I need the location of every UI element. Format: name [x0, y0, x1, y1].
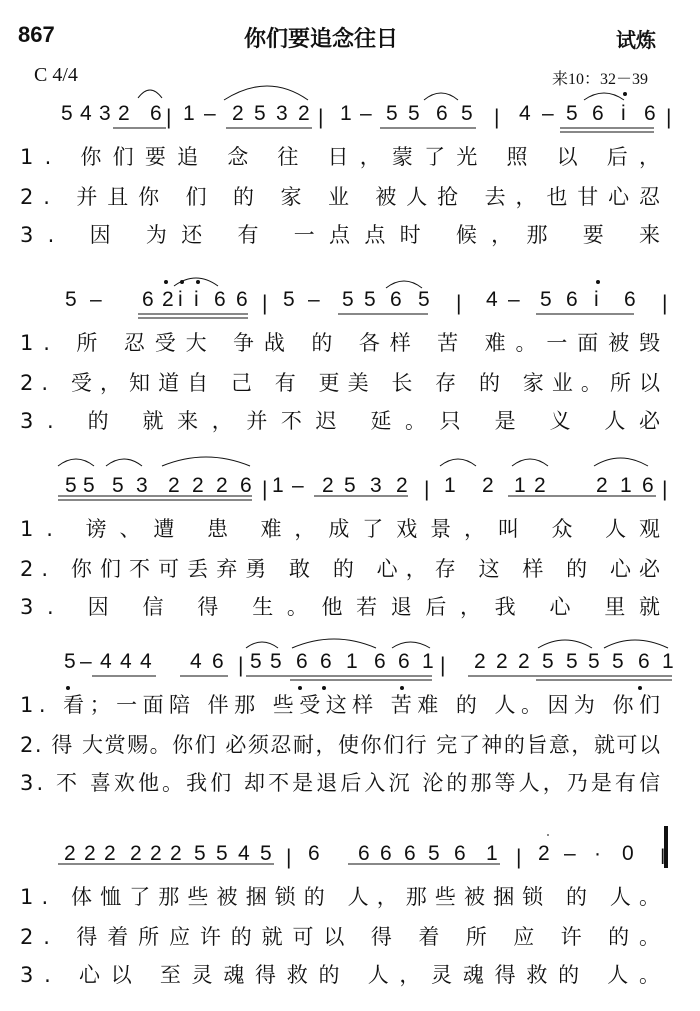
score-note: 6 — [380, 842, 392, 865]
score-note: 5 — [364, 288, 376, 311]
score-note: i — [194, 288, 199, 311]
bar-line: | — [318, 106, 324, 129]
score-note: 6 — [592, 102, 604, 125]
score-note: – — [204, 102, 216, 125]
score-note: 1 — [346, 650, 358, 673]
score-note: 2 — [170, 842, 182, 865]
score-note: 5 — [270, 650, 282, 673]
bar-line: | — [662, 478, 668, 501]
score-note: 4 — [80, 102, 92, 125]
score-note: 5 — [344, 474, 356, 497]
score-note: – — [564, 842, 576, 865]
lyric-line: 3. 不 喜欢他。我们 却不是退后入沉 沦的那等人，乃是有信 — [20, 771, 660, 795]
score-note: 6 — [398, 650, 410, 673]
bar-line: | — [286, 846, 292, 869]
score-note: 5 — [65, 474, 77, 497]
score-note: 2 — [596, 474, 608, 497]
score-note: 3 — [136, 474, 148, 497]
score-note: 6 — [404, 842, 416, 865]
score-note: 1 — [514, 474, 526, 497]
score-note: 5 — [342, 288, 354, 311]
lyric-line: 1. 体恤了那些被捆锁的 人，那些被捆锁 的 人。 — [20, 885, 660, 909]
lyric-line: 2. 受，知道自 己 有 更美 长 存 的 家业。所以 — [20, 371, 660, 395]
score-note: 5 — [542, 650, 554, 673]
score-note: 6 — [212, 650, 224, 673]
score-note: – — [90, 288, 102, 311]
score-note: 6 — [374, 650, 386, 673]
score-note: 4 — [486, 288, 498, 311]
lyric-line: 1. 谤、遭 患 难，成了戏景，叫 众 人观 — [20, 517, 660, 541]
score-note: 0 — [622, 842, 634, 865]
score-note: 5 — [283, 288, 295, 311]
score-note: 5 — [112, 474, 124, 497]
bar-line: | — [262, 478, 268, 501]
score-note: 2 — [84, 842, 96, 865]
bar-line: | — [262, 292, 268, 315]
bar-line: | — [440, 654, 446, 677]
scripture-reference: 来10：32－39 — [552, 71, 649, 88]
hymn-number: 867 — [18, 22, 55, 47]
score-note: 6 — [390, 288, 402, 311]
score-note: 6 — [308, 842, 320, 865]
score-note: – — [508, 288, 520, 311]
score-note: 6 — [638, 650, 650, 673]
lyric-line: 2. 得 大赏赐。你们 必须忍耐，使你们行 完了神的旨意，就可以 — [20, 733, 660, 757]
score-note: 5 — [588, 650, 600, 673]
score-note: 6 — [240, 474, 252, 497]
score-note: 5 — [461, 102, 473, 125]
key-signature: C 4/4 — [34, 64, 78, 86]
score-note: 4 — [140, 650, 152, 673]
score-note: 2 — [130, 842, 142, 865]
score-note: 1 — [444, 474, 456, 497]
bar-line: | — [516, 846, 522, 869]
lyric-line: 2. 你们不可丢弃勇 敢 的 心，存 这 样 的 心必 — [20, 557, 660, 581]
score-note: 5 — [65, 288, 77, 311]
bar-line: | — [456, 292, 462, 315]
score-note: 4 — [120, 650, 132, 673]
score-note: 5 — [566, 102, 578, 125]
lyric-line: 1. 看；一面陪 伴那 些受这样 苦难 的 人。因为 你们 — [20, 693, 660, 717]
score-note: – — [308, 288, 320, 311]
score-note: 6 — [644, 102, 656, 125]
score-note: 1 — [662, 650, 674, 673]
score-note: 2 — [162, 288, 174, 311]
score-note: 5 — [83, 474, 95, 497]
score-note: 1 — [620, 474, 632, 497]
lyric-line: 3. 因 信 得 生。他若退后，我 心 里就 — [20, 595, 660, 619]
score-note: 3 — [276, 102, 288, 125]
score-note: 6 — [358, 842, 370, 865]
score-note: 1 — [422, 650, 434, 673]
bar-line: | — [662, 292, 668, 315]
score-note: 6 — [624, 288, 636, 311]
score-note: 4 — [100, 650, 112, 673]
score-note: 5 — [250, 650, 262, 673]
bar-line: | — [424, 478, 430, 501]
lyric-line: 2. 得着所应许的就可以 得 着 所 应 许 的。 — [20, 925, 660, 949]
score-note: 6 — [236, 288, 248, 311]
score-note: 6 — [296, 650, 308, 673]
hymn-category: 试炼 — [616, 28, 656, 52]
score-note: 6 — [566, 288, 578, 311]
score-note: 1 — [183, 102, 195, 125]
bar-line: | — [166, 106, 172, 129]
score-note: – — [80, 650, 92, 673]
score-note: 2 — [322, 474, 334, 497]
score-note: 6 — [142, 288, 154, 311]
score-note: – — [542, 102, 554, 125]
score-note: 5 — [194, 842, 206, 865]
score-note: 5 — [408, 102, 420, 125]
score-note: 1 — [486, 842, 498, 865]
score-note: 2 — [104, 842, 116, 865]
lyric-line: 2. 并且你 们 的 家 业 被人抢 去，也甘心忍 — [20, 185, 660, 209]
score-note: 2 — [518, 650, 530, 673]
score-note: 4 — [190, 650, 202, 673]
bar-line: ‖ — [660, 846, 669, 869]
score-note: 5 — [386, 102, 398, 125]
score-note: 6 — [150, 102, 162, 125]
score-note: 2 — [474, 650, 486, 673]
score-note: 2 — [496, 650, 508, 673]
score-note: i — [178, 288, 183, 311]
score-note: 2 — [482, 474, 494, 497]
score-note: 2 — [216, 474, 228, 497]
score-note: 2 — [298, 102, 310, 125]
score-note: 2 — [396, 474, 408, 497]
score-note: 2 — [118, 102, 130, 125]
score-note: 5 — [540, 288, 552, 311]
lyric-line: 1. 你们要追 念 往 日，蒙了光 照 以 后， — [20, 145, 660, 169]
score-note: 1 — [272, 474, 284, 497]
score-note: 2 — [64, 842, 76, 865]
score-note: 5 — [428, 842, 440, 865]
hymn-title: 你们要追念往日 — [244, 27, 399, 52]
score-note: i — [594, 288, 599, 311]
score-note: 6 — [320, 650, 332, 673]
score-note: 2 — [232, 102, 244, 125]
score-note: – — [360, 102, 372, 125]
bar-line: | — [238, 654, 244, 677]
score-note: 2 — [192, 474, 204, 497]
score-note: 5 — [254, 102, 266, 125]
score-note: 4 — [238, 842, 250, 865]
score-note: 2 — [168, 474, 180, 497]
score-note: 3 — [99, 102, 111, 125]
bar-line: | — [494, 106, 500, 129]
score-note: 5 — [61, 102, 73, 125]
lyric-line: 3. 心以 至灵魂得救的 人，灵魂得救的 人。 — [20, 963, 660, 987]
score-note: 2 — [150, 842, 162, 865]
score-note: 6 — [642, 474, 654, 497]
score-note: 5 — [216, 842, 228, 865]
score-note: 3 — [370, 474, 382, 497]
lyric-line: 3. 的 就来，并不迟 延。只 是 义 人必 — [20, 409, 660, 433]
score-note: 5 — [418, 288, 430, 311]
score-note: · — [594, 842, 601, 865]
score-note: 5 — [566, 650, 578, 673]
score-note: 5 — [612, 650, 624, 673]
score-note: 6 — [214, 288, 226, 311]
lyric-line: 3. 因 为还 有 一点点时 候，那 要 来 — [20, 223, 660, 247]
bar-line: | — [666, 106, 672, 129]
lyric-line: 1. 所 忍受大 争战 的 各样 苦 难。一面被毁 — [20, 331, 660, 355]
score-note: 1 — [340, 102, 352, 125]
score-note: 5 — [260, 842, 272, 865]
score-note: 6 — [436, 102, 448, 125]
score-note: – — [292, 474, 304, 497]
score-note: i — [621, 102, 626, 125]
score-note: 5 — [64, 650, 76, 673]
score-note: 6 — [454, 842, 466, 865]
score-note: 2 — [534, 474, 546, 497]
score-note: 4 — [519, 102, 531, 125]
score-note: 2 — [538, 842, 550, 865]
